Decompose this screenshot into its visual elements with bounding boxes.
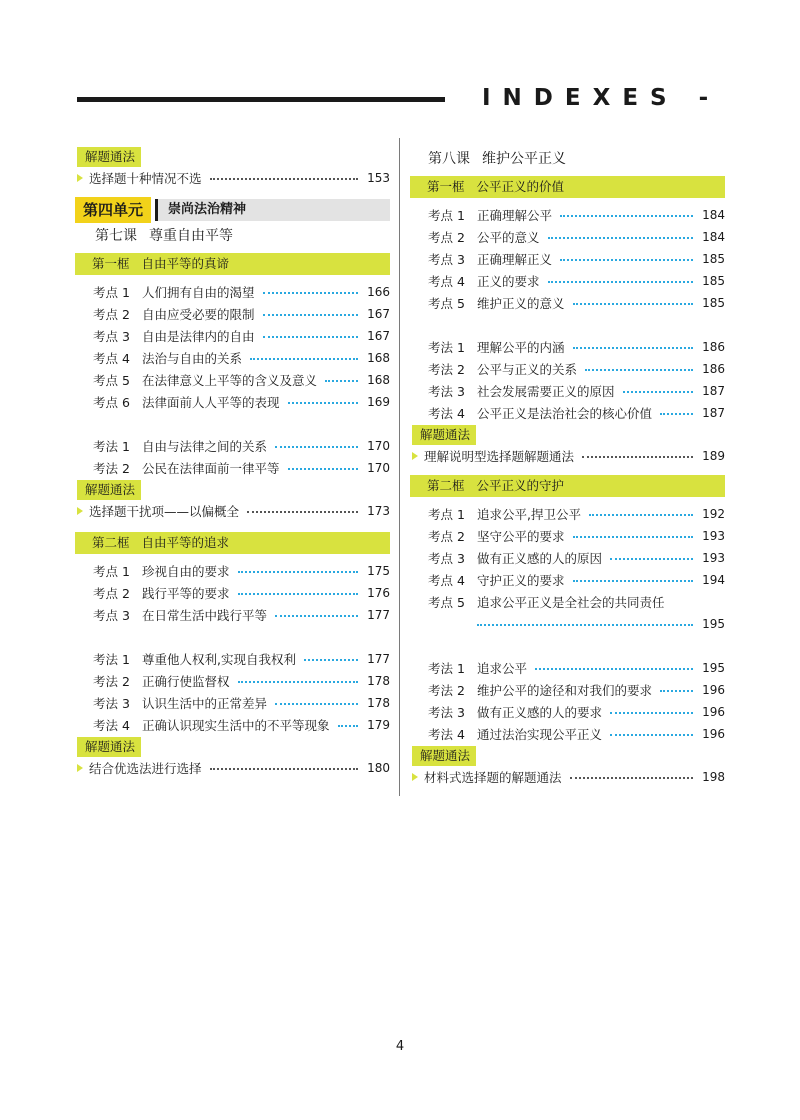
method-tag: 解题通法: [77, 737, 141, 757]
header-rule: [77, 97, 445, 102]
point-entry[interactable]: 考点 5 维护正义的意义 185: [428, 296, 725, 311]
method-entry[interactable]: 选择题干扰项——以偏概全 173: [75, 500, 390, 522]
point-entry[interactable]: 考点 5 在法律意义上平等的含义及意义 168: [93, 373, 390, 388]
leader-dots: [263, 292, 358, 294]
method-entry[interactable]: 考法 3 认识生活中的正常差异 178: [93, 696, 390, 711]
point-entry[interactable]: 考点 2 自由应受必要的限制 167: [93, 307, 390, 322]
point-entry[interactable]: 考点 1 正确理解公平 184: [428, 208, 725, 223]
leader-dots: [238, 593, 358, 595]
point-entry[interactable]: 考点 4 守护正义的要求 194: [428, 573, 725, 588]
leader-dots: [548, 237, 693, 239]
leader-dots: [535, 668, 693, 670]
point-entry[interactable]: 考点 1 珍视自由的要求 175: [93, 564, 390, 579]
method-entry[interactable]: 结合优选法进行选择 180: [75, 757, 390, 779]
left-column: [75, 146, 390, 779]
method-entry[interactable]: 考法 4 公平正义是法治社会的核心价值 187: [428, 406, 725, 421]
frame-heading: 第一框 公平正义的价值: [410, 176, 725, 198]
method-tag: 解题通法: [412, 746, 476, 766]
leader-dots: [325, 380, 358, 382]
leader-dots: [573, 347, 693, 349]
triangle-icon: [77, 174, 83, 182]
leader-dots: [477, 624, 693, 626]
leader-dots: [589, 514, 693, 516]
leader-dots: [585, 369, 693, 371]
method-entry[interactable]: 考法 3 做有正义感的人的要求 196: [428, 705, 725, 720]
unit-heading: [75, 197, 390, 223]
method-entry[interactable]: 考法 4 正确认识现实生活中的不平等现象 179: [93, 718, 390, 733]
method-entry[interactable]: 理解说明型选择题解题通法 189: [410, 445, 725, 467]
leader-dots: [288, 468, 358, 470]
method-entry[interactable]: 考法 3 社会发展需要正义的原因 187: [428, 384, 725, 399]
leader-dots: [338, 725, 358, 727]
leader-dots: [250, 358, 358, 360]
lesson-heading: 第八课 维护公平正义: [428, 151, 566, 167]
leader-dots: [288, 402, 358, 404]
method-entry[interactable]: 考法 1 追求公平 195: [428, 661, 725, 676]
leader-dots: [610, 734, 693, 736]
leader-dots: [573, 536, 693, 538]
method-tag: 解题通法: [412, 425, 476, 445]
lesson-heading: 第七课 尊重自由平等: [95, 228, 233, 244]
point-entry[interactable]: 考点 3 在日常生活中践行平等 177: [93, 608, 390, 623]
unit-name: 崇尚法治精神: [155, 199, 390, 221]
triangle-icon: [77, 764, 83, 772]
leader-dots: [263, 314, 358, 316]
column-divider: [399, 138, 400, 796]
unit-tag: 第四单元: [75, 197, 151, 223]
method-tag: 解题通法: [77, 147, 141, 167]
triangle-icon: [77, 507, 83, 515]
method-entry[interactable]: 材料式选择题的解题通法 198: [410, 766, 725, 788]
leader-dots: [275, 615, 358, 617]
leader-dots: [238, 681, 358, 683]
method-tag: 解题通法: [77, 480, 141, 500]
triangle-icon: [412, 452, 418, 460]
leader-dots: [548, 281, 693, 283]
point-entry[interactable]: 考点 1 追求公平,捍卫公平 192: [428, 507, 725, 522]
leader-dots: [247, 511, 358, 513]
right-column: [410, 146, 725, 788]
method-entry[interactable]: 选择题十种情况不选 153: [75, 167, 390, 189]
page-number: 4: [395, 1039, 405, 1054]
method-entry[interactable]: 考法 2 正确行使监督权 178: [93, 674, 390, 689]
frame-heading: 第二框 公平正义的守护: [410, 475, 725, 497]
frame-heading: 第二框 自由平等的追求: [75, 532, 390, 554]
leader-dots: [210, 768, 358, 770]
leader-dots: [610, 712, 693, 714]
point-entry[interactable]: 考点 3 自由是法律内的自由 167: [93, 329, 390, 344]
point-entry[interactable]: 考点 3 正确理解正义 185: [428, 252, 725, 267]
leader-dots: [610, 558, 693, 560]
method-entry[interactable]: 考法 1 理解公平的内涵 186: [428, 340, 725, 355]
method-entry[interactable]: 考法 2 维护公平的途径和对我们的要求 196: [428, 683, 725, 698]
point-entry[interactable]: 考点 6 法律面前人人平等的表现 169: [93, 395, 390, 410]
leader-dots: [660, 413, 693, 415]
point-entry[interactable]: 考点 5 追求公平正义是全社会的共同责任 195: [428, 595, 725, 631]
leader-dots: [560, 215, 693, 217]
point-entry[interactable]: 考点 1 人们拥有自由的渴望 166: [93, 285, 390, 300]
leader-dots: [623, 391, 693, 393]
point-entry[interactable]: 考点 2 公平的意义 184: [428, 230, 725, 245]
leader-dots: [263, 336, 358, 338]
point-entry[interactable]: 考点 4 正义的要求 185: [428, 274, 725, 289]
method-entry[interactable]: 考法 4 通过法治实现公平正义 196: [428, 727, 725, 742]
leader-dots: [573, 303, 693, 305]
method-entry[interactable]: 考法 1 尊重他人权利,实现自我权利 177: [93, 652, 390, 667]
leader-dots: [582, 456, 693, 458]
leader-dots: [573, 580, 693, 582]
point-entry[interactable]: 考点 2 坚守公平的要求 193: [428, 529, 725, 544]
point-entry[interactable]: 考点 3 做有正义感的人的原因 193: [428, 551, 725, 566]
leader-dots: [210, 178, 358, 180]
leader-dots: [275, 446, 358, 448]
triangle-icon: [412, 773, 418, 781]
leader-dots: [275, 703, 358, 705]
method-entry[interactable]: 考法 2 公平与正义的关系 186: [428, 362, 725, 377]
leader-dots: [660, 690, 693, 692]
leader-dots: [238, 571, 358, 573]
leader-dots: [570, 777, 693, 779]
leader-dots: [560, 259, 693, 261]
method-entry[interactable]: 考法 2 公民在法律面前一律平等 170: [93, 461, 390, 476]
method-entry[interactable]: 考法 1 自由与法律之间的关系 170: [93, 439, 390, 454]
header-title: INDEXES -: [482, 85, 721, 111]
frame-heading: 第一框 自由平等的真谛: [75, 253, 390, 275]
point-entry[interactable]: 考点 2 践行平等的要求 176: [93, 586, 390, 601]
leader-dots: [304, 659, 358, 661]
point-entry[interactable]: 考点 4 法治与自由的关系 168: [93, 351, 390, 366]
